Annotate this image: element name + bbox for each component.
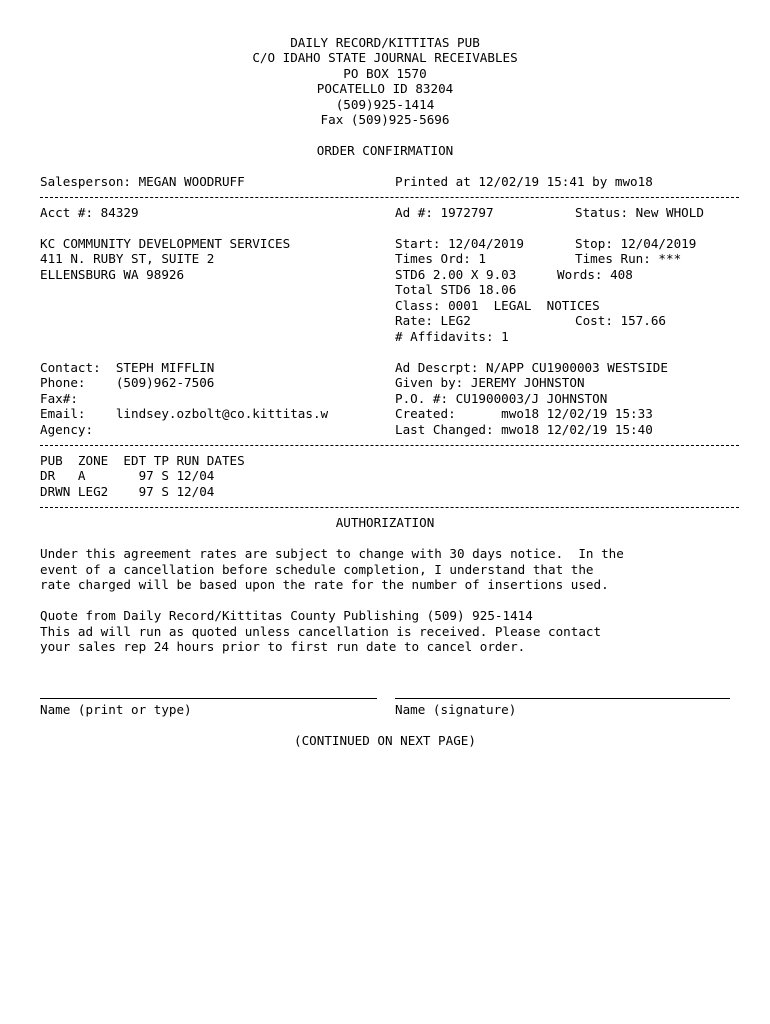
- divider: [40, 507, 739, 508]
- times-ordered: Times Ord: 1: [395, 251, 486, 266]
- cost: Cost: 157.66: [575, 313, 666, 328]
- authorization-text: event of a cancellation before schedule completion, I understand that the: [40, 562, 594, 577]
- stop-date: Stop: 12/04/2019: [575, 236, 697, 251]
- total-size: Total STD6 18.06: [395, 282, 517, 297]
- publisher-city: POCATELLO ID 83204: [316, 81, 454, 96]
- contact-email: Email: lindsey.ozbolt@co.kittitas.w: [40, 406, 329, 421]
- print-name-label: Name (print or type): [40, 702, 192, 717]
- ad-class: Class: 0001 LEGAL NOTICES: [395, 298, 600, 313]
- publisher-name: DAILY RECORD/KITTITAS PUB: [290, 35, 480, 50]
- authorization-text: rate charged will be based upon the rate for the number of insertions used.: [40, 577, 609, 592]
- salesperson: Salesperson: MEGAN WOODRUFF: [40, 174, 245, 189]
- ad-size: STD6 2.00 X 9.03: [395, 267, 517, 282]
- divider: [40, 197, 739, 198]
- quote-text: This ad will run as quoted unless cancellation is received. Please contact: [40, 624, 602, 639]
- account-number: Acct #: 84329: [40, 205, 139, 220]
- signature-line[interactable]: [395, 698, 730, 699]
- run-table-header: PUB ZONE EDT TP RUN DATES: [40, 453, 245, 468]
- affidavits: # Affidavits: 1: [395, 329, 509, 344]
- contact-fax: Fax#:: [40, 391, 78, 406]
- created: Created: mwo18 12/02/19 15:33: [395, 406, 653, 421]
- publisher-fax: Fax (509)925-5696: [320, 112, 450, 127]
- publisher-phone: (509)925-1414: [335, 97, 435, 112]
- contact-agency: Agency:: [40, 422, 94, 437]
- customer-address-1: 411 N. RUBY ST, SUITE 2: [40, 251, 215, 266]
- quote-text: Quote from Daily Record/Kittitas County Publishing (509) 925-1414: [40, 608, 533, 623]
- continued-note: (CONTINUED ON NEXT PAGE): [294, 733, 476, 748]
- word-count: Words: 408: [557, 267, 633, 282]
- signature-label: Name (signature): [395, 702, 517, 717]
- quote-text: your sales rep 24 hours prior to first run date to cancel order.: [40, 639, 526, 654]
- given-by: Given by: JEREMY JOHNSTON: [395, 375, 585, 390]
- contact-name: Contact: STEPH MIFFLIN: [40, 360, 215, 375]
- po-number: P.O. #: CU1900003/J JOHNSTON: [395, 391, 608, 406]
- authorization-title: AUTHORIZATION: [335, 515, 435, 530]
- customer-address-2: ELLENSBURG WA 98926: [40, 267, 185, 282]
- run-table-row: DRWN LEG2 97 S 12/04: [40, 484, 215, 499]
- last-changed: Last Changed: mwo18 12/02/19 15:40: [395, 422, 653, 437]
- document-title: ORDER CONFIRMATION: [316, 143, 454, 158]
- authorization-text: Under this agreement rates are subject to change with 30 days notice. In the: [40, 546, 624, 561]
- run-table-row: DR A 97 S 12/04: [40, 468, 215, 483]
- printed-at: Printed at 12/02/19 15:41 by mwo18: [395, 174, 653, 189]
- start-date: Start: 12/04/2019: [395, 236, 524, 251]
- contact-phone: Phone: (509)962-7506: [40, 375, 215, 390]
- times-run: Times Run: ***: [575, 251, 682, 266]
- publisher-care-of: C/O IDAHO STATE JOURNAL RECEIVABLES: [252, 50, 518, 65]
- publisher-po-box: PO BOX 1570: [343, 66, 427, 81]
- customer-name: KC COMMUNITY DEVELOPMENT SERVICES: [40, 236, 291, 251]
- ad-number: Ad #: 1972797: [395, 205, 494, 220]
- status: Status: New WHOLD: [575, 205, 704, 220]
- print-name-line[interactable]: [40, 698, 377, 699]
- divider: [40, 445, 739, 446]
- ad-description: Ad Descrpt: N/APP CU1900003 WESTSIDE: [395, 360, 668, 375]
- rate: Rate: LEG2: [395, 313, 471, 328]
